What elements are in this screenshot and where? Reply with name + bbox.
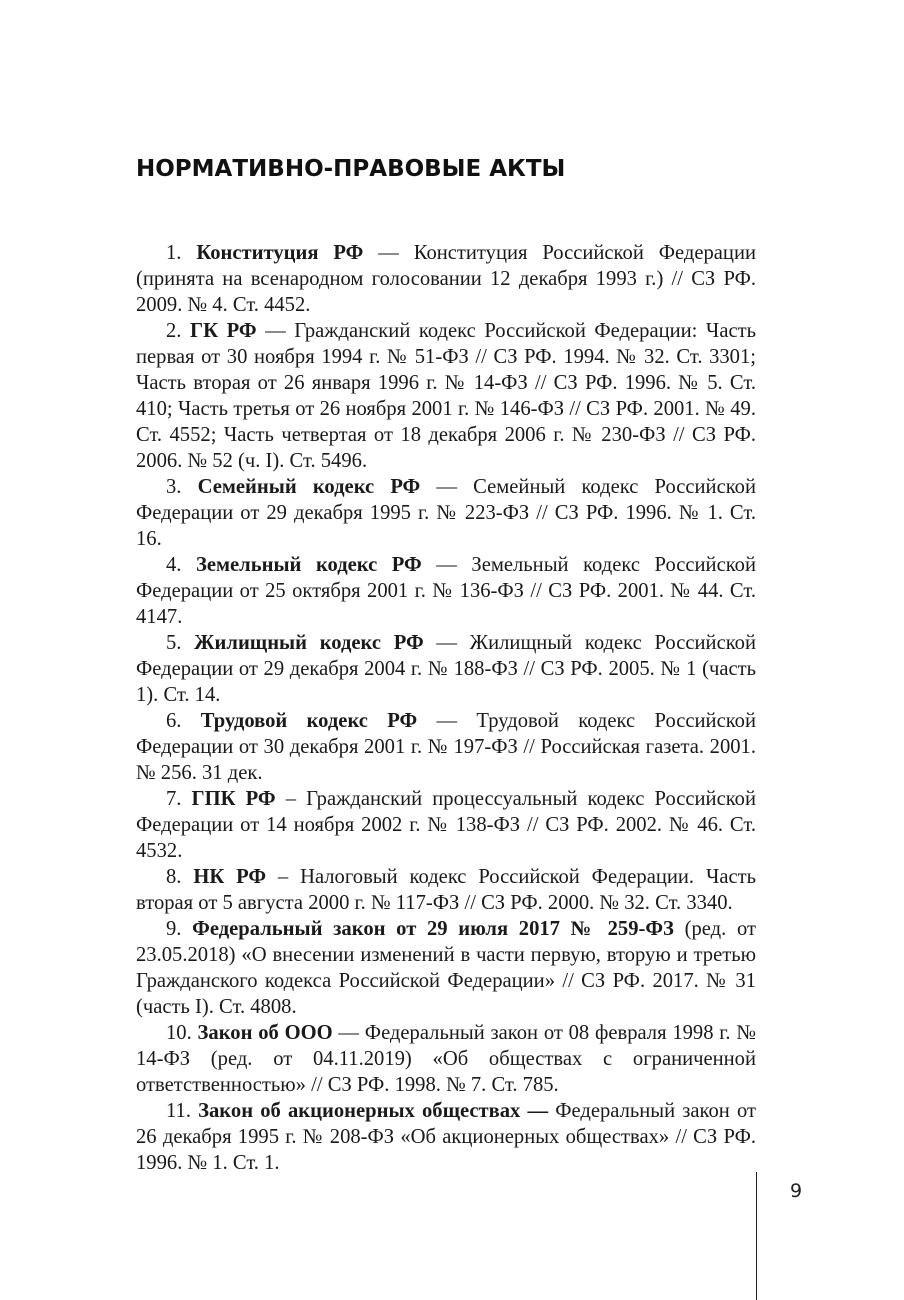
item-number: 4.: [166, 554, 182, 576]
item-term: Трудовой кодекс РФ: [200, 710, 418, 732]
item-term: Земельный кодекс РФ: [195, 554, 422, 576]
item-term: ГК РФ: [190, 320, 257, 342]
item-text: – Гражданский процессуальный кодекс Российской Федерации от 14 ноября 2002 г. № 138-ФЗ // СЗ РФ. 2002. № 46. Ст. 4532.: [136, 788, 756, 862]
page-heading: НОРМАТИВНО-ПРАВОВЫЕ АКТЫ: [136, 156, 566, 182]
item-number: 7.: [166, 788, 182, 810]
item-text: – Налоговый кодекс Российской Федерации. Часть вторая от 5 августа 2000 г. № 117-ФЗ // СЗ РФ. 2000. № 32. Ст. 3340.: [136, 866, 756, 914]
item-term: Закон об акционерных обществах —: [198, 1100, 549, 1122]
item-text: — Федеральный закон от 08 февраля 1998 г. № 14-ФЗ (ред. от 04.11.2019) «Об обществах с ограниченной ответственностью» // СЗ РФ. 1998. № 7. Ст. 785.: [136, 1022, 756, 1096]
item-text: — Трудовой кодекс Российской Федерации от 30 декабря 2001 г. № 197-ФЗ // Российская газета. 2001. № 256. 31 дек.: [136, 710, 756, 784]
item-number: 9.: [166, 918, 182, 940]
page-number: 9: [790, 1180, 803, 1202]
list-item: [136, 916, 756, 1020]
list-item: [136, 630, 756, 708]
item-text: (ред. от 23.05.2018) «О внесении изменений в части первую, вторую и третью Гражданского кодекса Российской Федерации» // СЗ РФ. 2017. № 31 (часть I). Ст. 4808.: [136, 918, 756, 1018]
item-term: Федеральный закон от 29 июля 2017 № 259-ФЗ: [192, 918, 674, 940]
list-item: [136, 1098, 756, 1176]
item-number: 11.: [166, 1100, 191, 1122]
item-text: — Жилищный кодекс Российской Федерации от 29 декабря 2004 г. № 188-ФЗ // СЗ РФ. 2005. № 1 (часть 1). Ст. 14.: [136, 632, 756, 706]
item-number: 8.: [166, 866, 182, 888]
legal-acts-list: [136, 240, 756, 1176]
item-term: Жилищный кодекс РФ: [194, 632, 424, 654]
item-term: Конституция РФ: [196, 242, 364, 264]
list-item: [136, 240, 756, 318]
list-item: [136, 318, 756, 474]
item-text: Федеральный закон от 26 декабря 1995 г. № 208-ФЗ «Об акционерных обществах» // СЗ РФ. 1996. № 1. Ст. 1.: [136, 1100, 756, 1174]
item-number: 10.: [166, 1022, 192, 1044]
item-term: ГПК РФ: [191, 788, 276, 810]
list-item: [136, 474, 756, 552]
item-term: НК РФ: [193, 866, 267, 888]
list-item: [136, 708, 756, 786]
item-number: 5.: [166, 632, 182, 654]
item-number: 1.: [166, 242, 182, 264]
item-text: — Семейный кодекс Российской Федерации от 29 декабря 1995 г. № 223-ФЗ // СЗ РФ. 1996. № 1. Ст. 16.: [136, 476, 756, 550]
item-text: — Гражданский кодекс Российской Федерации: Часть первая от 30 ноября 1994 г. № 51-ФЗ // СЗ РФ. 1994. № 32. Ст. 3301; Часть вторая от 26 января 1996 г. № 14-ФЗ // СЗ РФ. 1996. № 5. Ст. 410; Часть третья от 26 ноября 2001 г. № 146-ФЗ // СЗ РФ. 2001. № 49. Ст. 4552; Часть четвертая от 18 декабря 2006 г. № 230-ФЗ // СЗ РФ. 2006. № 52 (ч. I). Ст. 5496.: [136, 320, 756, 472]
list-item: [136, 1020, 756, 1098]
item-number: 6.: [166, 710, 182, 732]
list-item: [136, 786, 756, 864]
margin-divider: [756, 1172, 757, 1300]
item-number: 2.: [166, 320, 182, 342]
list-item: [136, 552, 756, 630]
item-number: 3.: [166, 476, 182, 498]
item-term: Закон об ООО: [197, 1022, 333, 1044]
item-text: — Конституция Российской Федерации (принята на всенародном голосовании 12 декабря 1993 г.) // СЗ РФ. 2009. № 4. Ст. 4452.: [136, 242, 756, 316]
list-item: [136, 864, 756, 916]
item-term: Семейный кодекс РФ: [197, 476, 421, 498]
item-text: — Земельный кодекс Российской Федерации от 25 октября 2001 г. № 136-ФЗ // СЗ РФ. 2001. № 44. Ст. 4147.: [136, 554, 756, 628]
